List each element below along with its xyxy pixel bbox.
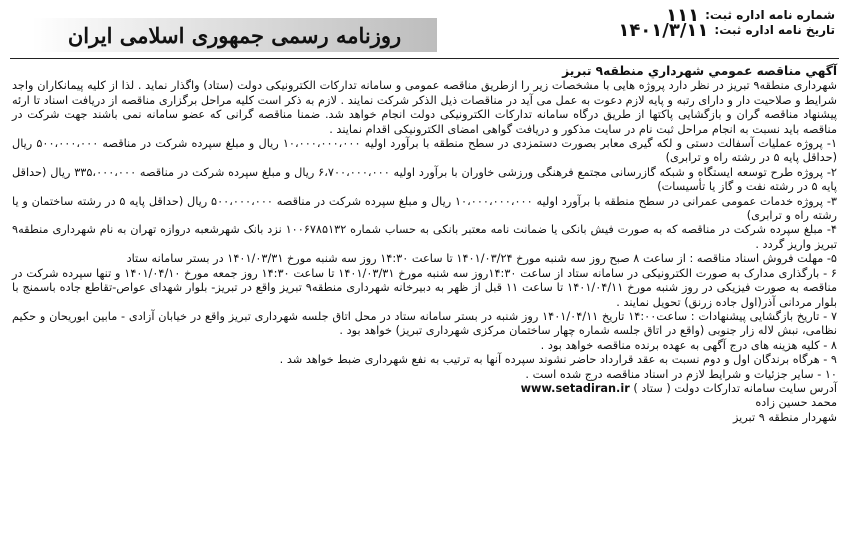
notice-item: ۸ - کلیه هزینه های درج آگهی به عهده برنده مناقصه خواهد بود .: [540, 338, 837, 352]
date-label: تاریخ نامه اداره ثبت:: [714, 23, 835, 37]
notice-item: ۱۰ - سایر جزئیات و شرایط لازم در اسناد مناقصه درج شده است .: [525, 367, 837, 381]
notice-item: ۵- مهلت فروش اسناد مناقصه : از ساعت ۸ صبح روز سه شنبه مورخ ۱۴۰۱/۰۳/۲۴ تا ساعت ۱۴:۳۰ روز سه شنبه مورخ ۱۴۰۱/۰۳/۳۱ در بستر سامانه ستاد: [126, 252, 837, 266]
issue-label: شماره نامه اداره ثبت:: [705, 8, 835, 22]
notice-item: ۳- پروژه خدمات عمومی عمرانی در سطح منطقه با برآورد اولیه ۱۰،۰۰۰،۰۰۰،۰۰۰ ریال و مبلغ سپرده شرکت در مناقصه ۵۰۰،۰۰۰،۰۰۰ ریال (حداقل پایه ۵ در رشته ساختمان و یا رشته راه و ترابری): [12, 194, 837, 223]
notice-item: ۷ - تاریخ بازگشایی پیشنهادات : ساعت۱۴:۰۰ تاریخ ۱۴۰۱/۰۴/۱۱ روز شنبه در بستر سامانه ستاد در محل اتاق جلسه شهرداری تبریز واقع در خیابان آزادی - مابین ابوریحان و حکیم نظامی، نبش لاله زار جنوبی (واقع در اتاق جلسه شماره چهار ساختمان مرکزی شهرداری تبریز) خواهد بود .: [12, 309, 838, 338]
notice-item: ۴- مبلغ سپرده شرکت در مناقصه که به صورت فیش بانکی یا ضمانت نامه معتبر بانکی به حساب شماره ۱۰۰۶۷۸۵۱۳۲ نزد بانک شهرشعبه دروازه تهران به نام شهرداری منطقه۹ تبریز واریز گردد .: [12, 223, 837, 251]
newspaper-page: [10, 6, 839, 554]
tender-notice: [12, 64, 837, 425]
notice-title: آگهي مناقصه عمومي شهرداري منطقه۹ تبريز: [562, 64, 837, 78]
issue-number: ۱۱۱: [666, 5, 700, 26]
newspaper-title: روزنامه رسمی جمهوری اسلامی ایران: [67, 22, 402, 48]
signer-title: شهردار منطقه ۹ تبریز: [732, 410, 837, 424]
notice-item: ۱- پروژه عملیات آسفالت دستی و لکه گیری معابر بصورت دستمزدی در سطح منطقه با برآورد اولیه ۱۰،۰۰۰،۰۰۰،۰۰۰ ریال و مبلغ سپرده شرکت در مناقصه ۵۰۰،۰۰۰،۰۰۰ ریال (حداقل پایه ۵ در رشته راه و ترابری): [12, 137, 838, 165]
newspaper-title-banner: [32, 18, 437, 52]
header-divider: [10, 58, 839, 59]
date-value: ۱۴۰۱/۳/۱۱: [618, 20, 709, 41]
date-row: [535, 20, 835, 41]
website-url: www.setadiran.ir: [520, 381, 630, 395]
website-line: [12, 382, 837, 396]
notice-item: ۲- پروژه طرح توسعه ایستگاه و شبکه گازرسانی مجتمع فرهنگی ورزشی خاوران با برآورد اولیه ۶،۷۰۰،۰۰۰،۰۰۰ ریال و مبلغ سپرده شرکت در مناقصه ۳۳۵،۰۰۰،۰۰۰ ریال (حداقل پایه ۵ در رشته نفت و گاز یا تأسیسات): [12, 165, 837, 194]
notice-item: ۹ - هرگاه برندگان اول و دوم نسبت به عقد قرارداد حاضر نشوند سپرده آنها به ترتیب به نفع شهرداری ضبط خواهد شد .: [279, 353, 837, 367]
website-label: آدرس سایت سامانه تدارکات دولت ( ستاد ): [633, 381, 837, 395]
notice-intro: شهرداری منطقه۹ تبریز در نظر دارد پروژه هایی با مشخصات زیر را ازطریق مناقصه عمومی و سامانه تدارکات الکترونیکی دولت (ستاد) واگذار نماید . لذا از کلیه پیمانکاران واجد شرایط و صلاحیت دار و دارای رتبه و پایه لازم دعوت به عمل می آید در مناقصات ذیل الذکر شرکت نمایند . لازم به ذکر است کلیه مراحل برگزاری مناقصه از دریافت اسناد تا ارئه پیشنهاد مناقصه گران و بازگشایی پاکتها از طریق درگاه سامانه تدارکات الکترونیکی دولت انجام خواهد شد. ضمنا مناقصه گرانی که عضو سامانه نمی باشند جهت شرکت در مناقصه باید نسبت به انجام مراحل ثبت نام در سایت مذکور و دریافت گواهی امضای الکترونیکی اقدام نمایند .: [12, 79, 837, 136]
notice-item: ۶ - بارگذاری مدارک به صورت الکترونیکی در سامانه ستاد از ساعت ۱۴:۳۰روز سه شنبه مورخ ۱۴۰۱/۰۳/۳۱ تا ساعت ۱۴:۳۰ روز جمعه مورخ ۱۴۰۱/۰۴/۱۰ و تنها سپرده شرکت در مناقصه به صورت فیزیکی در روز شنبه مورخ ۱۴۰۱/۰۴/۱۱ تا ساعت ۱۱ قبل از ظهر به دبیرخانه شهرداری منطقه۹ تبریز واقع در تبریز- بلوار شهدای عواص-تقاطع جاده باسمنج با بلوار مردانی آذر(اول جاده زرنق) تحویل نمایند .: [12, 266, 837, 309]
registration-meta: [535, 5, 835, 41]
signer-name: محمد حسین زاده: [755, 396, 837, 410]
newspaper-header: [10, 6, 839, 70]
